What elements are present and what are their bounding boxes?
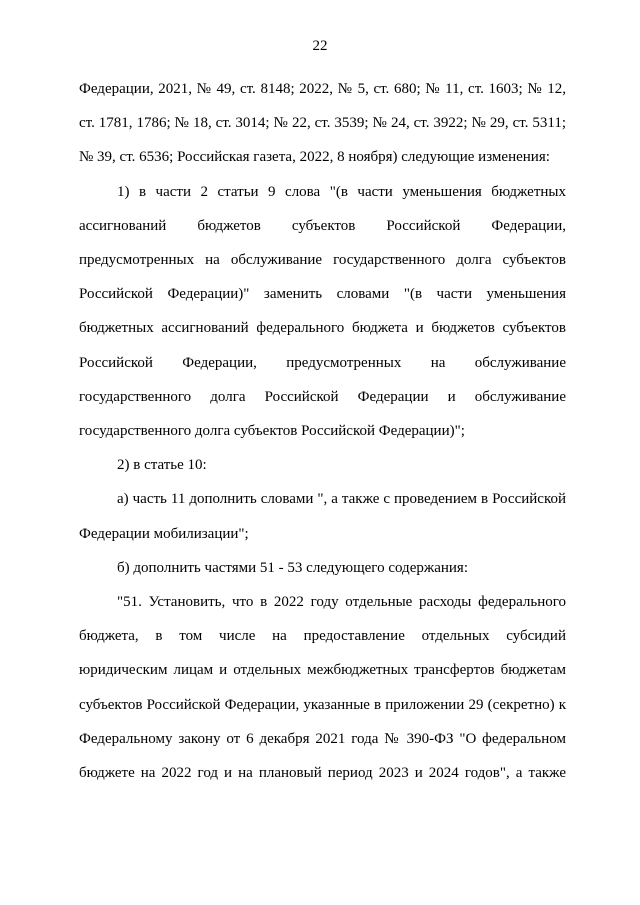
paragraph-item-2: 2) в статье 10: [117,457,207,474]
paragraph-item-1: 1) в части 2 статьи 9 слова "(в части уменьшения бюджетных ассигнований бюджетов субъектов Российской Федерации, предусмотренных на обслуживание государственного долга субъектов Российской Федерации)" заменить словами "(в части уменьшения бюджетных ассигнований федерального бюджета и бюджетов субъектов Российской Федерации, предусмотренных на обслуживание государственного долга Российской Федерации и обслуживание государственного долга субъектов Российской Федерации)"; [79,183,566,440]
paragraph-item-2b: б) дополнить частями 51 - 53 следующего содержания: [117,559,468,576]
paragraph-part-51: "51. Установить, что в 2022 году отдельные расходы федерального бюджета, в том числе на предоставление отдельных субсидий юридическим лицам и отдельных межбюджетных трансфертов бюджетам субъектов Российской Федерации, указанные в приложении 29 (секретно) к Федеральному закону от 6 декабря 2021 года № 390-ФЗ "О федеральном бюджете на 2022 год и на плановый период 2023 и 2024 годов", а также [79,594,566,782]
paragraph-continuation: Федерации, 2021, № 49, ст. 8148; 2022, № 5, ст. 680; № 11, ст. 1603; № 12, ст. 1781, 1786; № 18, ст. 3014; № 22, ст. 3539; № 24, ст. 3922; № 29, ст. 5311; № 39, ст. 6536; Российская газета, 2022, 8 ноября) следующие изменения: [79,81,566,166]
document-body [79,72,566,790]
paragraph-item-2a: а) часть 11 дополнить словами ", а также с проведением в Российской Федерации мобилизации"; [79,491,566,542]
page-number: 22 [312,38,328,54]
